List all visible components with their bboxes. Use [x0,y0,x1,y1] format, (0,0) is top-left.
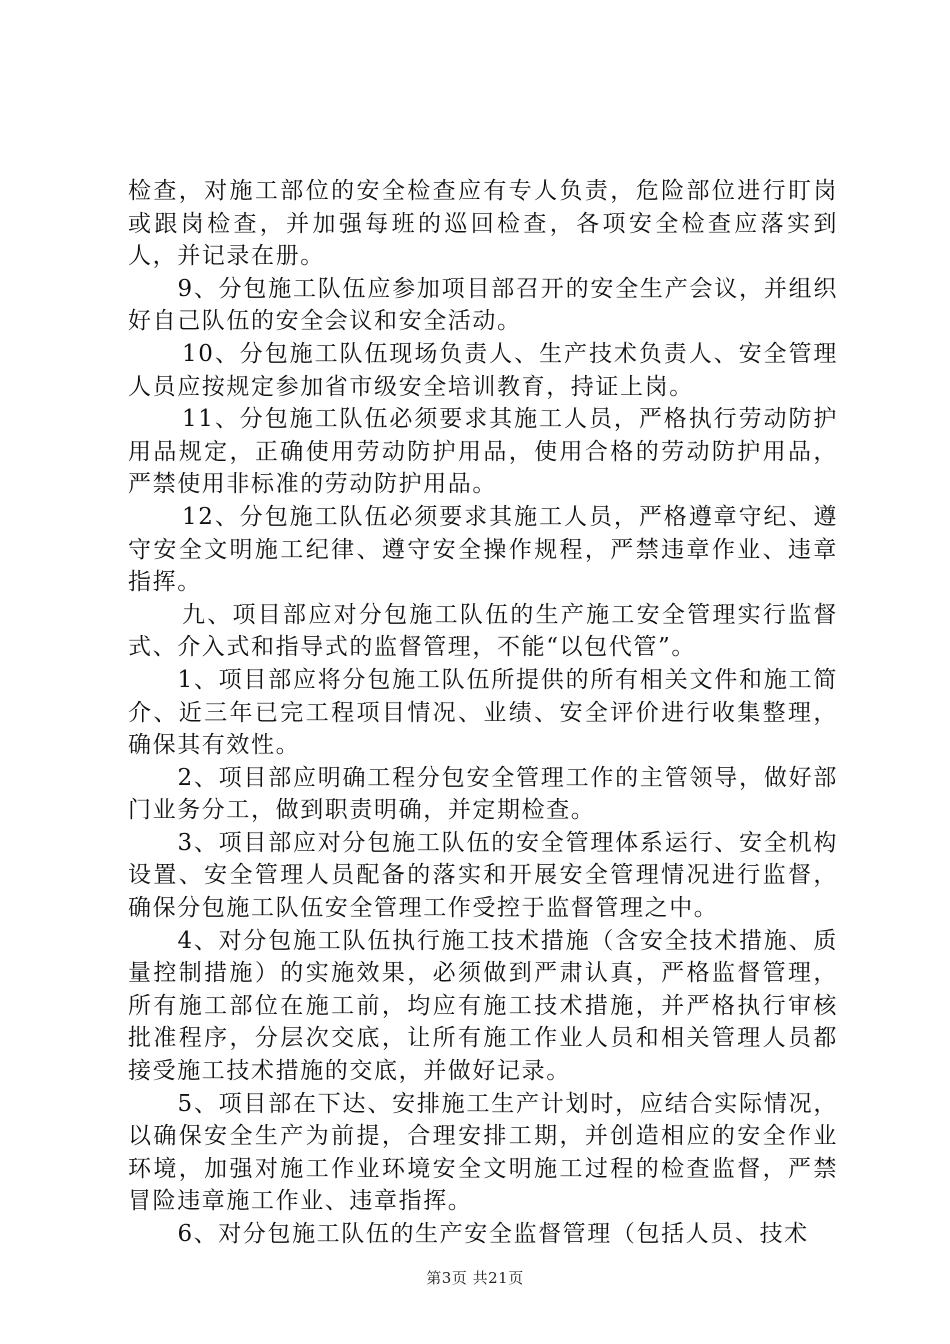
paragraph-sub-6: 6、对分包施工队伍的生产安全监督管理（包括人员、技术 [177,1221,809,1247]
paragraph-sub-2: 2、项目部应明确工程分包安全管理工作的主管领导，做好部门业务分工，做到职责明确，并定期检查。 [128,764,838,824]
paragraph-sub-1: 1、项目部应将分包施工队伍所提供的所有相关文件和施工简介、近三年已完工程项目情况、业绩、安全评价进行收集整理，确保其有效性。 [128,666,838,759]
section-heading-9: 九、项目部应对分包施工队伍的生产施工安全管理实行监督式、介入式和指导式的监督管理，不能“以包代管”。 [128,601,838,661]
paragraph-item-10: 10、分包施工队伍现场负责人、生产技术负责人、安全管理人员应按规定参加省市级安全培训教育，持证上岗。 [128,340,838,400]
page-number-footer: 第3页 共21页 [426,1269,524,1287]
paragraph-sub-4: 4、对分包施工队伍执行施工技术措施（含安全技术措施、质量控制措施）的实施效果，必须做到严肃认真，严格监督管理，所有施工部位在施工前，均应有施工技术措施，并严格执行审核批准程序，分层次交底，让所有施工作业人员和相关管理人员都接受施工技术措施的交底，并做好记录。 [128,927,838,1085]
document-body [128,175,838,1251]
paragraph-item-11: 11、分包施工队伍必须要求其施工人员，严格执行劳动防护用品规定，正确使用劳动防护用品，使用合格的劳动防护用品，严禁使用非标准的劳动防护用品。 [128,406,838,498]
paragraph-sub-3: 3、项目部应对分包施工队伍的安全管理体系运行、安全机构设置、安全管理人员配备的落实和开展安全管理情况进行监督，确保分包施工队伍安全管理工作受控于监督管理之中。 [128,829,838,922]
paragraph-continuation: 检查，对施工部位的安全检查应有专人负责，危险部位进行盯岗或跟岗检查，并加强每班的巡回检查，各项安全检查应落实到人，并记录在册。 [128,178,838,270]
paragraph-item-9: 9、分包施工队伍应参加项目部召开的安全生产会议，并组织好自己队伍的安全会议和安全活动。 [128,275,838,335]
paragraph-item-12: 12、分包施工队伍必须要求其施工人员，严格遵章守纪、遵守安全文明施工纪律、遵守安全操作规程，严禁违章作业、违章指挥。 [128,503,838,596]
paragraph-sub-5: 5、项目部在下达、安排施工生产计划时，应结合实际情况，以确保安全生产为前提，合理安排工期，并创造相应的安全作业环境，加强对施工作业环境安全文明施工过程的检查监督，严禁冒险违章施工作业、违章指挥。 [128,1090,838,1215]
